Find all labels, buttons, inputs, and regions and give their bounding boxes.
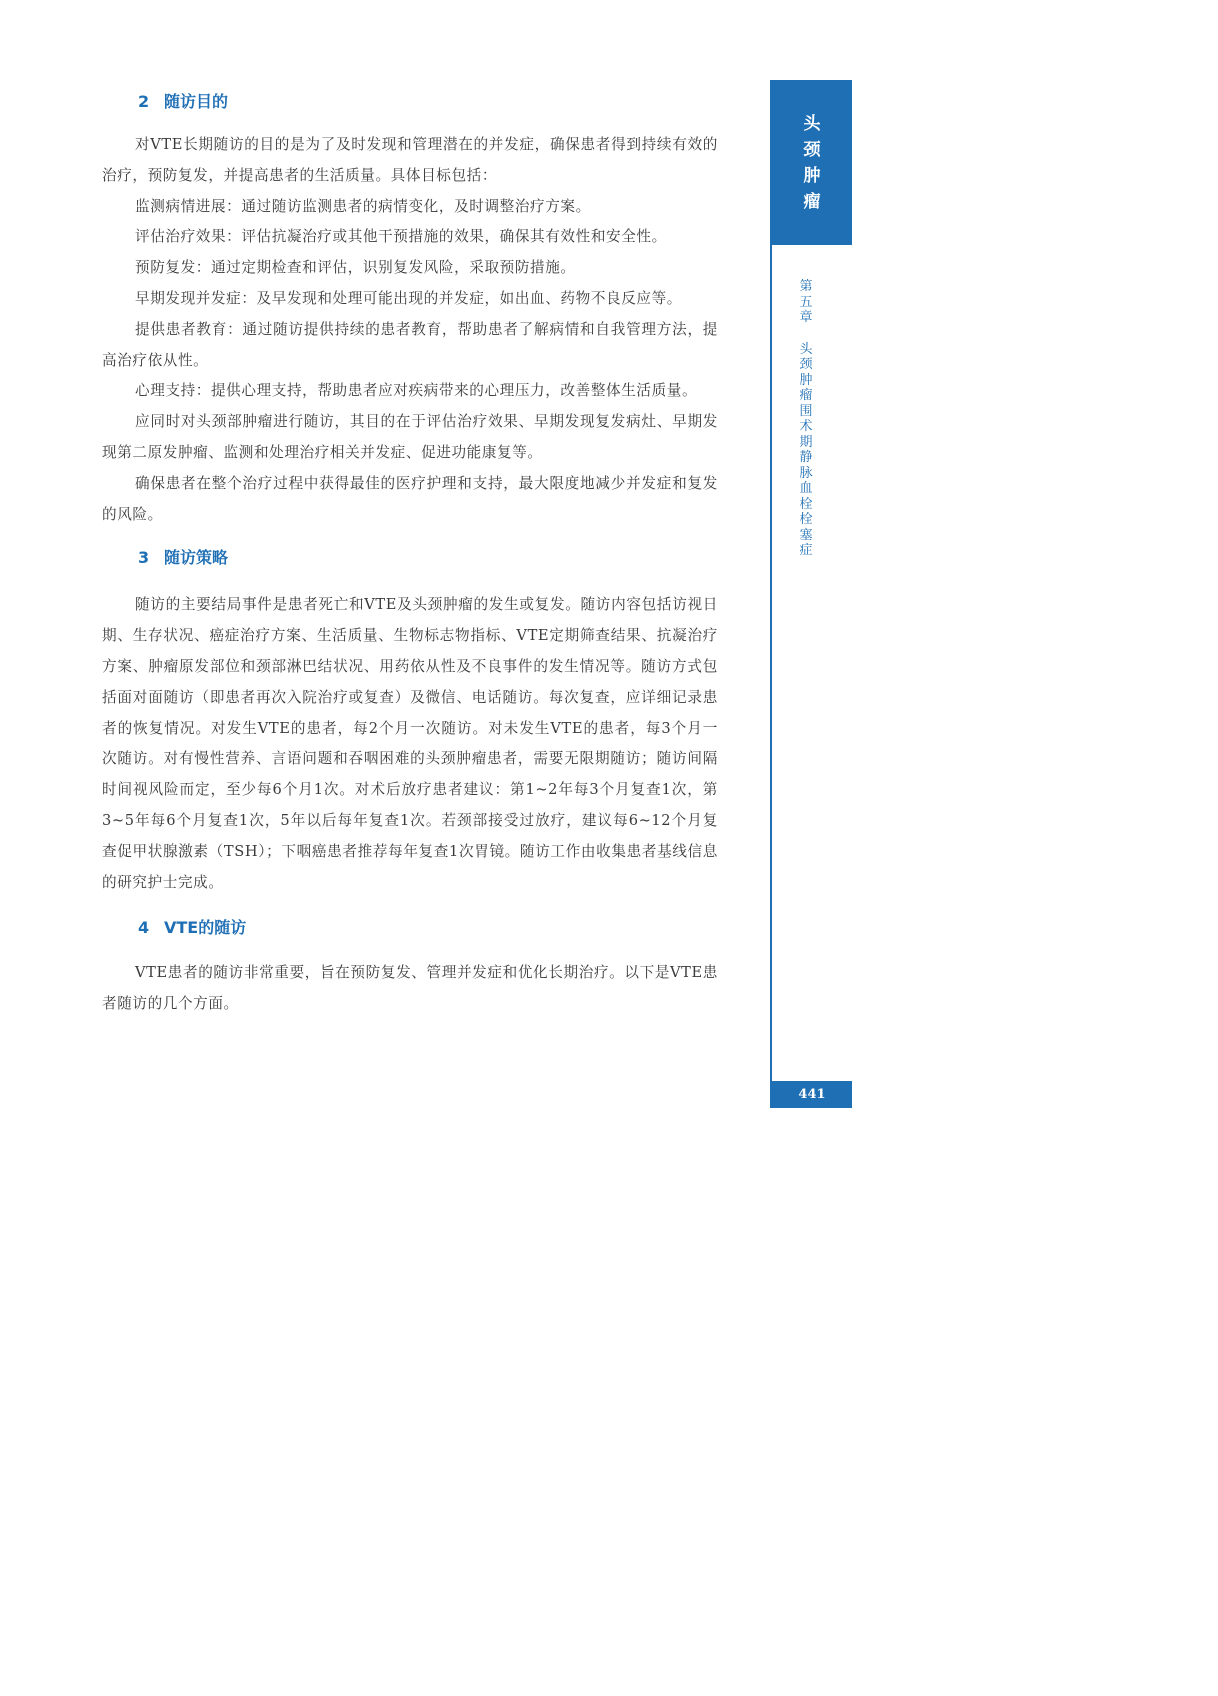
section-3-title: 随访策略 (164, 548, 229, 568)
chapter-title-char: 血 (799, 481, 813, 496)
chapter-title-char: 围 (799, 403, 813, 419)
chapter-title-char: 术 (799, 419, 813, 434)
s4-paragraph: VTE患者的随访非常重要，旨在预防复发、管理并发症和优化长期治疗。以下是VTE患者随访的几个方面。 (102, 964, 718, 1013)
section-3-number: 3 (138, 548, 150, 568)
section-3-heading (102, 544, 718, 572)
s2-paragraph: 心理支持：提供心理支持，帮助患者应对疾病带来的心理压力，改善整体生活质量。 (135, 382, 698, 400)
chapter-title-char: 瘤 (799, 388, 813, 403)
tab-char: 瘤 (803, 191, 821, 212)
chapter-title-char: 颈 (799, 357, 813, 372)
chapter-title-char: 肿 (799, 372, 813, 388)
section-4-title: VTE的随访 (164, 918, 247, 938)
chapter-title-char: 静 (799, 450, 813, 465)
s2-paragraph: 确保患者在整个治疗过程中获得最佳的医疗护理和支持，最大限度地减少并发症和复发的风险。 (102, 474, 718, 523)
chapter-title-char: 栓 (799, 496, 813, 512)
s2-paragraph: 预防复发：通过定期检查和评估，识别复发风险，采取预防措施。 (135, 259, 576, 277)
chapter-char: 章 (799, 310, 813, 325)
tab-char: 颈 (803, 139, 821, 160)
s2-paragraph: 监测病情进展：通过随访监测患者的病情变化，及时调整治疗方案。 (135, 197, 591, 215)
section-4-number: 4 (138, 918, 150, 938)
section-2-title: 随访目的 (164, 92, 229, 111)
s2-paragraph: 提供患者教育：通过随访提供持续的患者教育，帮助患者了解病情和自我管理方法，提高治疗依从性。 (102, 320, 718, 369)
chapter-title-char: 脉 (799, 465, 813, 481)
s2-paragraph: 对VTE长期随访的目的是为了及时发现和管理潜在的并发症，确保患者得到持续有效的治疗，预防复发，并提高患者的生活质量。具体目标包括： (102, 136, 718, 184)
s2-paragraph: 评估治疗效果：评估抗凝治疗或其他干预措施的效果，确保其有效性和安全性。 (135, 228, 667, 246)
s3-paragraph: 随访的主要结局事件是患者死亡和VTE及头颈肿瘤的发生或复发。随访内容包括访视日期、生存状况、癌症治疗方案、生活质量、生物标志物指标、VTE定期筛查结果、抗凝治疗方案、肿瘤原发部位和颈部淋巴结状况、用药依从性及不良事件的发生情况等。随访方式包括面对面随访（即患者再次入院治疗或复查）及微信、电话随访。每次复查，应详细记录患者的恢复情况。对发生VTE的患者，每2个月一次随访。对未发生VTE的患者，每3个月一次随访。对有慢性营养、言语问题和吞咽困难的头颈肿瘤患者，需要无限期随访；随访间隔时间视风险而定，至少每6个月1次。对术后放疗患者建议：第1~2年每3个月复查1次，第3~5年每6个月复查1次，5年以后每年复查1次。若颈部接受过放疗，建议每6~12个月复查促甲状腺激素（TSH）；下咽癌患者推荐每年复查1次胃镜。随访工作由收集患者基线信息的研究护士完成。 (102, 596, 718, 891)
chapter-title-char: 期 (799, 434, 813, 450)
chapter-char: 第 (799, 279, 813, 294)
tab-char: 肿 (803, 165, 821, 186)
chapter-title-char: 栓 (799, 512, 813, 527)
chapter-title-char: 症 (799, 543, 813, 558)
chapter-label (796, 279, 816, 559)
s2-paragraph: 应同时对头颈部肿瘤进行随访，其目的在于评估治疗效果、早期发现复发病灶、早期发现第二原发肿瘤、监测和处理治疗相关并发症、促进功能康复等。 (102, 413, 718, 461)
chapter-char: 五 (799, 294, 813, 310)
tab-char: 头 (803, 113, 821, 134)
chapter-title-char: 塞 (799, 527, 813, 543)
section-4-heading (102, 914, 718, 942)
section-2-heading (102, 88, 718, 116)
main-content (102, 88, 718, 1020)
section-2-number: 2 (138, 92, 150, 111)
s2-paragraph: 早期发现并发症：及早发现和处理可能出现的并发症，如出血、药物不良反应等。 (135, 289, 682, 307)
chapter-title-char: 头 (799, 341, 813, 357)
page-number: 441 (772, 1081, 852, 1108)
section-tab (772, 80, 852, 245)
